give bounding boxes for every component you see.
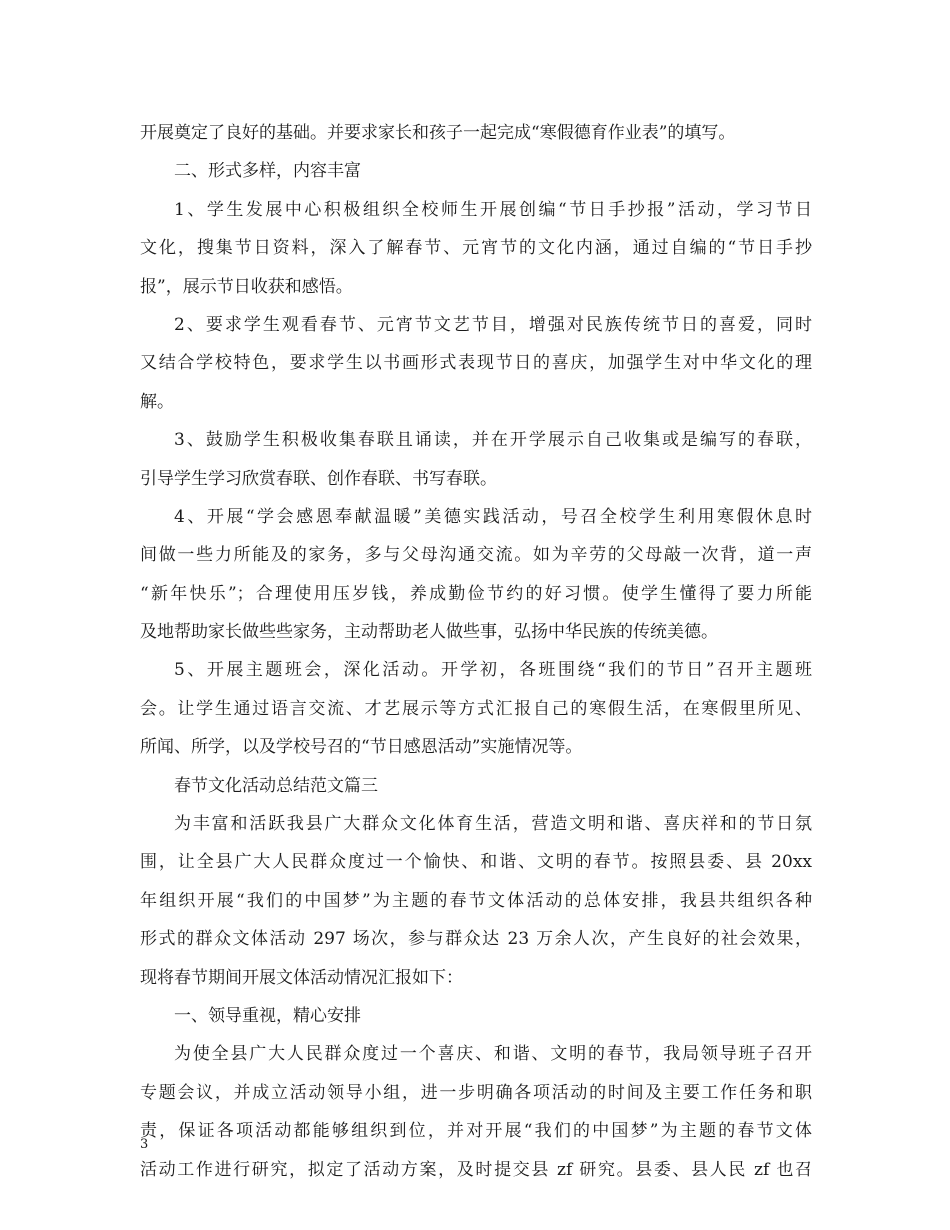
text-line: 开展奠定了良好的基础。并要求家长和孩子一起完成“寒假德育作业表”的填写。 [140,123,736,143]
text-line: 间做一些力所能及的家务，多与父母沟通交流。如为辛劳的父母敲一次背，道一声 [140,545,812,566]
text-line: 形式的群众文体活动 297 场次，参与群众达 23 万余人次，产生良好的社会效果， [140,929,812,950]
text-line: 2、要求学生观看春节、元宵节文艺节目，增强对民族传统节日的喜爱，同时 [174,314,812,335]
text-line: “新年快乐”；合理使用压岁钱，养成勤俭节约的好习惯。使学生懂得了要力所能 [140,583,812,604]
section-heading: 二、形式多样，内容丰富 [174,161,361,182]
text-line: 现将春节期间开展文体活动情况汇报如下： [140,967,463,988]
text-line: 会。让学生通过语言交流、才艺展示等方式汇报自己的寒假生活，在寒假里所见、 [140,698,812,719]
section-heading: 一、领导重视，精心安排 [174,1005,361,1026]
text-line: 及地帮助家长做些些家务，主动帮助老人做些事，弘扬中华民族的传统美德。 [140,622,718,643]
text-line: 报”，展示节日收获和感悟。 [140,276,353,297]
text-line: 围，让全县广大人民群众度过一个愉快、和谐、文明的春节。按照县委、县 20xx [140,852,812,873]
article-heading: 春节文化活动总结范文篇三 [174,775,378,796]
text-line: 1、学生发展中心积极组织全校师生开展创编“节日手抄报”活动，学习节日 [174,199,812,220]
text-line: 引导学生学习欣赏春联、创作春联、书写春联。 [140,468,497,489]
page-number: 3 [140,1137,149,1152]
text-line: 为丰富和活跃我县广大群众文化体育生活，营造文明和谐、喜庆祥和的节日氛 [174,814,812,835]
text-line: 为使全县广大人民群众度过一个喜庆、和谐、文明的春节，我局领导班子召开 [174,1044,812,1065]
text-line: 又结合学校特色，要求学生以书画形式表现节日的喜庆，加强学生对中华文化的理 [140,353,812,374]
document-body [140,114,812,1189]
text-line: 专题会议，并成立活动领导小组，进一步明确各项活动的时间及主要工作任务和职 [140,1082,812,1103]
text-line: 所闻、所学，以及学校号召的“节日感恩活动”实施情况等。 [140,737,583,758]
text-line: 3、鼓励学生积极收集春联且诵读，并在开学展示自己收集或是编写的春联， [174,430,812,451]
text-line: 4、开展“学会感恩奉献温暖”美德实践活动，号召全校学生利用寒假休息时 [174,506,812,527]
text-line: 解。 [140,391,174,412]
text-line: 年组织开展“我们的中国梦”为主题的春节文体活动的总体安排，我县共组织各种 [140,890,812,911]
text-line: 活动工作进行研究，拟定了活动方案，及时提交县 zf 研究。县委、县人民 zf 也召 [140,1159,812,1180]
text-line: 文化，搜集节日资料，深入了解春节、元宵节的文化内涵，通过自编的“节日手抄 [140,238,812,259]
text-line: 5、开展主题班会，深化活动。开学初，各班围绕“我们的节日”召开主题班 [174,660,812,681]
text-line: 责，保证各项活动都能够组织到位，并对开展“我们的中国梦”为主题的春节文体 [140,1121,812,1142]
